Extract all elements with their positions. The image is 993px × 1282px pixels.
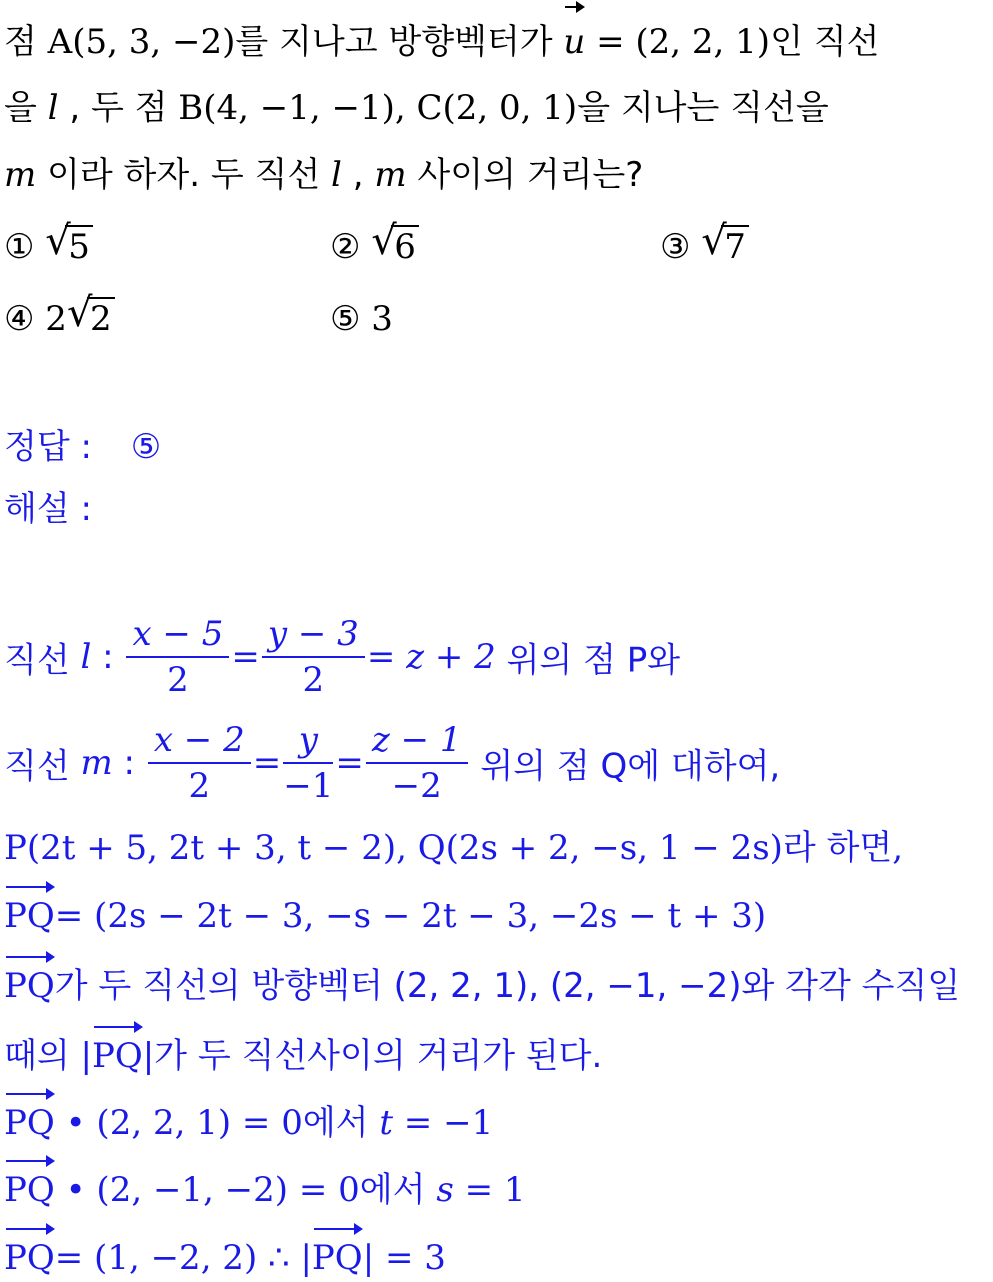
vector-u: u — [563, 22, 586, 62]
choice-4[interactable] — [4, 290, 115, 341]
choice-1[interactable] — [4, 218, 93, 269]
text: 인 직선 — [770, 22, 880, 62]
denominator: 2 — [167, 660, 189, 700]
choice-value: 3 — [371, 299, 393, 339]
numerator: y − 3 — [262, 612, 365, 658]
problem-line-2 — [4, 86, 829, 130]
line-m: m — [4, 155, 37, 195]
coefficient: 2 — [45, 299, 67, 339]
text: 가 두 직선의 방향벡터 (2, 2, 1), (2, −1, −2)와 각각 수직일 — [54, 966, 961, 1006]
text: 직선 — [4, 640, 81, 681]
line-m: m — [80, 743, 113, 783]
choice-number: ④ — [4, 299, 35, 339]
denominator: 2 — [188, 766, 211, 806]
fraction — [126, 612, 229, 702]
vector-pq: PQ — [311, 1238, 363, 1278]
text: : — [91, 637, 125, 677]
line-l: l — [47, 88, 59, 128]
text: 위의 점 Q에 대하여, — [469, 746, 781, 787]
explanation-distance — [4, 1034, 602, 1078]
vector-u-value: = (2, 2, 1) — [585, 22, 771, 62]
equals: = — [231, 637, 260, 677]
text: 을 지나는 직선을 — [577, 88, 829, 128]
text: , 두 점 — [58, 88, 179, 128]
vector-pq: PQ — [91, 1036, 143, 1076]
text: 위의 점 P와 — [495, 640, 681, 681]
choice-number: ⑤ — [330, 299, 361, 339]
text: 직선 — [4, 746, 81, 787]
vector-pq: PQ — [4, 1170, 55, 1210]
numerator: x − 2 — [148, 718, 251, 764]
fraction — [366, 718, 468, 808]
explanation-points: P(2t + 5, 2t + 3, t − 2), Q(2s + 2, −s, 1 − 2s)라 하면, — [4, 828, 904, 868]
numerator: z − 1 — [366, 718, 468, 764]
explanation-line-l — [4, 612, 680, 702]
explanation-result — [4, 1236, 446, 1280]
vector-pq: PQ — [4, 896, 55, 936]
numerator: x − 5 — [126, 612, 229, 658]
problem-line-1 — [4, 20, 879, 64]
text: 을 — [4, 88, 48, 128]
answer — [4, 425, 161, 469]
expression: | = 3 — [362, 1238, 446, 1278]
expression: = (2s − 2t − 3, −s − 2t − 3, −2s − t + 3) — [54, 896, 767, 936]
explanation-label: 해설 : — [4, 489, 92, 529]
text: : — [112, 743, 146, 783]
equals: = — [252, 743, 282, 783]
fraction — [283, 718, 333, 808]
radicand: 5 — [65, 225, 93, 267]
answer-value: ⑤ — [130, 427, 162, 467]
text: , — [341, 155, 375, 195]
choice-3[interactable] — [660, 218, 749, 269]
text: 사이의 거리는? — [406, 155, 644, 195]
choice-number: ① — [4, 227, 35, 267]
problem-line-3 — [4, 153, 643, 197]
equals: = — [335, 743, 364, 783]
fraction — [148, 718, 251, 808]
choice-number: ③ — [660, 227, 691, 267]
text: 를 지나고 방향벡터가 — [235, 22, 564, 62]
text: 때의 | — [4, 1036, 92, 1076]
vector-pq: PQ — [4, 966, 55, 1006]
explanation-perpendicular — [4, 964, 960, 1008]
expression: • (2, 2, 1) = 0에서 — [54, 1103, 380, 1143]
line-m: m — [374, 155, 407, 195]
expression: = −1 — [393, 1103, 494, 1143]
line-l: l — [80, 637, 92, 677]
choice-number: ② — [330, 227, 361, 267]
sqrt: √ 7 — [701, 225, 749, 269]
expression: • (2, −1, −2) = 0에서 — [54, 1170, 437, 1210]
denominator: 2 — [302, 660, 325, 700]
point-b: B(4, −1, −1), — [178, 88, 406, 128]
choice-5[interactable] — [330, 297, 393, 341]
sqrt: √ 5 — [45, 225, 93, 269]
fraction — [262, 612, 365, 702]
radicand: 6 — [391, 225, 419, 267]
variable-t: t — [379, 1103, 393, 1143]
sqrt: √ 6 — [371, 225, 419, 269]
vector-pq: PQ — [4, 1238, 55, 1278]
choice-2[interactable] — [330, 218, 419, 269]
explanation-dot-1 — [4, 1101, 493, 1145]
explanation-line-m — [4, 718, 780, 808]
variable-s: s — [436, 1170, 454, 1210]
point-a: A(5, 3, −2) — [47, 22, 236, 62]
explanation-dot-2 — [4, 1168, 526, 1212]
point-c: C(2, 0, 1) — [405, 88, 578, 128]
line-l: l — [331, 155, 342, 195]
text: 이라 하자. 두 직선 — [36, 155, 332, 195]
radicand: 7 — [721, 225, 749, 267]
explanation-pq — [4, 894, 766, 938]
numerator: y — [283, 718, 333, 764]
vector-pq: PQ — [4, 1103, 55, 1143]
expression: = z + 2 — [366, 637, 496, 677]
expression: = 1 — [453, 1170, 526, 1210]
answer-label: 정답 : — [4, 427, 92, 467]
expression: = (1, −2, 2) ∴ | — [54, 1238, 312, 1278]
denominator: −1 — [283, 766, 334, 806]
text: |가 두 직선사이의 거리가 된다. — [142, 1036, 603, 1076]
sqrt: √ 2 — [67, 297, 115, 341]
text: 점 — [4, 22, 48, 62]
denominator: −2 — [391, 766, 442, 806]
radicand: 2 — [87, 297, 115, 339]
